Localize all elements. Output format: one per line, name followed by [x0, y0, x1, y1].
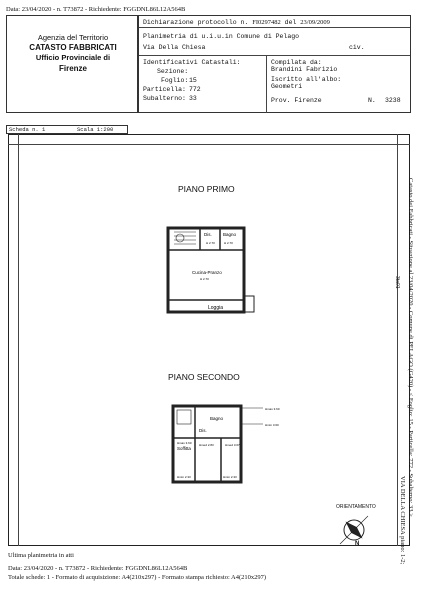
subalterno-label: Subalterno:: [143, 95, 186, 102]
albo-value: Geometri: [271, 83, 303, 90]
f2-height-7: Hmin 2.33: [223, 475, 237, 479]
floor1-plan: [160, 222, 270, 318]
protocol-label: Dichiarazione protocollo n.: [143, 19, 249, 26]
scheda-label: Scheda n. 1: [9, 126, 46, 133]
f2-height-3: Hmax 3.60: [177, 441, 192, 445]
agency-line1: Agenzia del Territorio: [37, 33, 109, 42]
f1-room-bagno: Bagno: [223, 232, 237, 237]
f2-height-4: Hmed 2.83: [199, 443, 214, 447]
plan-title: Planimetria di u.i.u.in Comune di Pelago: [143, 33, 300, 40]
north-label: N: [355, 541, 360, 547]
f2-room-soffitta: Soffitta: [177, 446, 191, 451]
right-mark: 3ta01: [394, 276, 400, 289]
f1-height-cucina: H 2.70: [200, 277, 209, 281]
last-plan-note: Ultima planimetria in atti: [8, 552, 74, 559]
foglio-value: 15: [189, 77, 197, 84]
agency-line3: Ufficio Provinciale di: [35, 53, 111, 62]
foglio-label: Foglio:: [161, 77, 189, 84]
subalterno-value: 33: [189, 95, 197, 102]
north-arrow-icon: [336, 512, 372, 548]
orientation-label: ORIENTAMENTO: [336, 504, 376, 510]
f1-room-cucina: Cucina-Pranzo: [192, 270, 222, 275]
top-request-stamp: Data: 23/04/2020 - n. T73872 - Richiedente: FGGDNL86L12A564B: [6, 6, 186, 13]
n-value: 3238: [385, 97, 401, 104]
f1-room-loggia: Loggia: [208, 305, 224, 311]
f2-height-1: Hmax 3.60: [265, 407, 280, 411]
protocol-line: [143, 19, 330, 26]
right-vertical-text-2: VIA DELLA CHIESA piano: 1-2;: [399, 476, 406, 565]
f2-room-dis: Dis.: [199, 428, 207, 433]
right-vertical-text: Catasto dei Fabbricati - Situazione al 23/04/2020 - Comune di PELAGO (G420) - < Foglio: 15 - Particella: 772 - Subalterno: 33 >: [407, 178, 414, 517]
agency-box: [6, 15, 138, 113]
n-label: N.: [368, 97, 376, 104]
ident-title: Identificativi Catastali:: [143, 59, 241, 66]
bottom-request-stamp: Data: 23/04/2020 - n. T73872 - Richiedente: FGGDNL86L12A564B: [8, 565, 188, 572]
sezione-label: Sezione:: [157, 68, 189, 75]
agency-line2: CATASTO FABBRICATI: [29, 43, 117, 52]
f2-height-5: Hmed 3.07: [225, 443, 240, 447]
albo-label: Iscritto all'albo:: [271, 76, 342, 83]
protocol-number: FI0297482: [252, 19, 281, 26]
compiled-name: Brandini Fabrizio: [271, 66, 338, 73]
compiled-label: Compilata da:: [271, 59, 322, 66]
floor2-plan: [155, 398, 295, 488]
scheda-box: [6, 125, 128, 134]
address: Via Della Chiesa: [143, 44, 206, 51]
header-block: [6, 15, 411, 113]
particella-label: Particella:: [143, 86, 186, 93]
protocol-box: [138, 15, 411, 113]
bottom-format-line: Totale schede: 1 - Formato di acquisizione: A4(210x297) - Formato stampa richiesto: A4(210x297): [8, 574, 267, 581]
agency-line4: Firenze: [58, 64, 87, 73]
protocol-date: 23/09/2009: [300, 19, 330, 26]
floor1-title: PIANO PRIMO: [178, 184, 235, 194]
civ-label: civ.: [349, 44, 365, 51]
f2-height-6: Hmin 2.33: [177, 475, 191, 479]
f1-height-bagno: H 2.70: [224, 241, 233, 245]
f2-height-2: Hmin 3.60: [265, 423, 279, 427]
f1-room-dis: Dis.: [204, 232, 212, 237]
scala-label: Scala 1:200: [77, 126, 114, 133]
particella-value: 772: [189, 86, 201, 93]
floor2-title: PIANO SECONDO: [168, 372, 240, 382]
prov-label: Prov. Firenze: [271, 97, 322, 104]
f2-room-bagno: Bagno: [210, 416, 224, 421]
protocol-date-label: del: [284, 19, 297, 26]
f1-height-dis: H 2.70: [206, 241, 215, 245]
